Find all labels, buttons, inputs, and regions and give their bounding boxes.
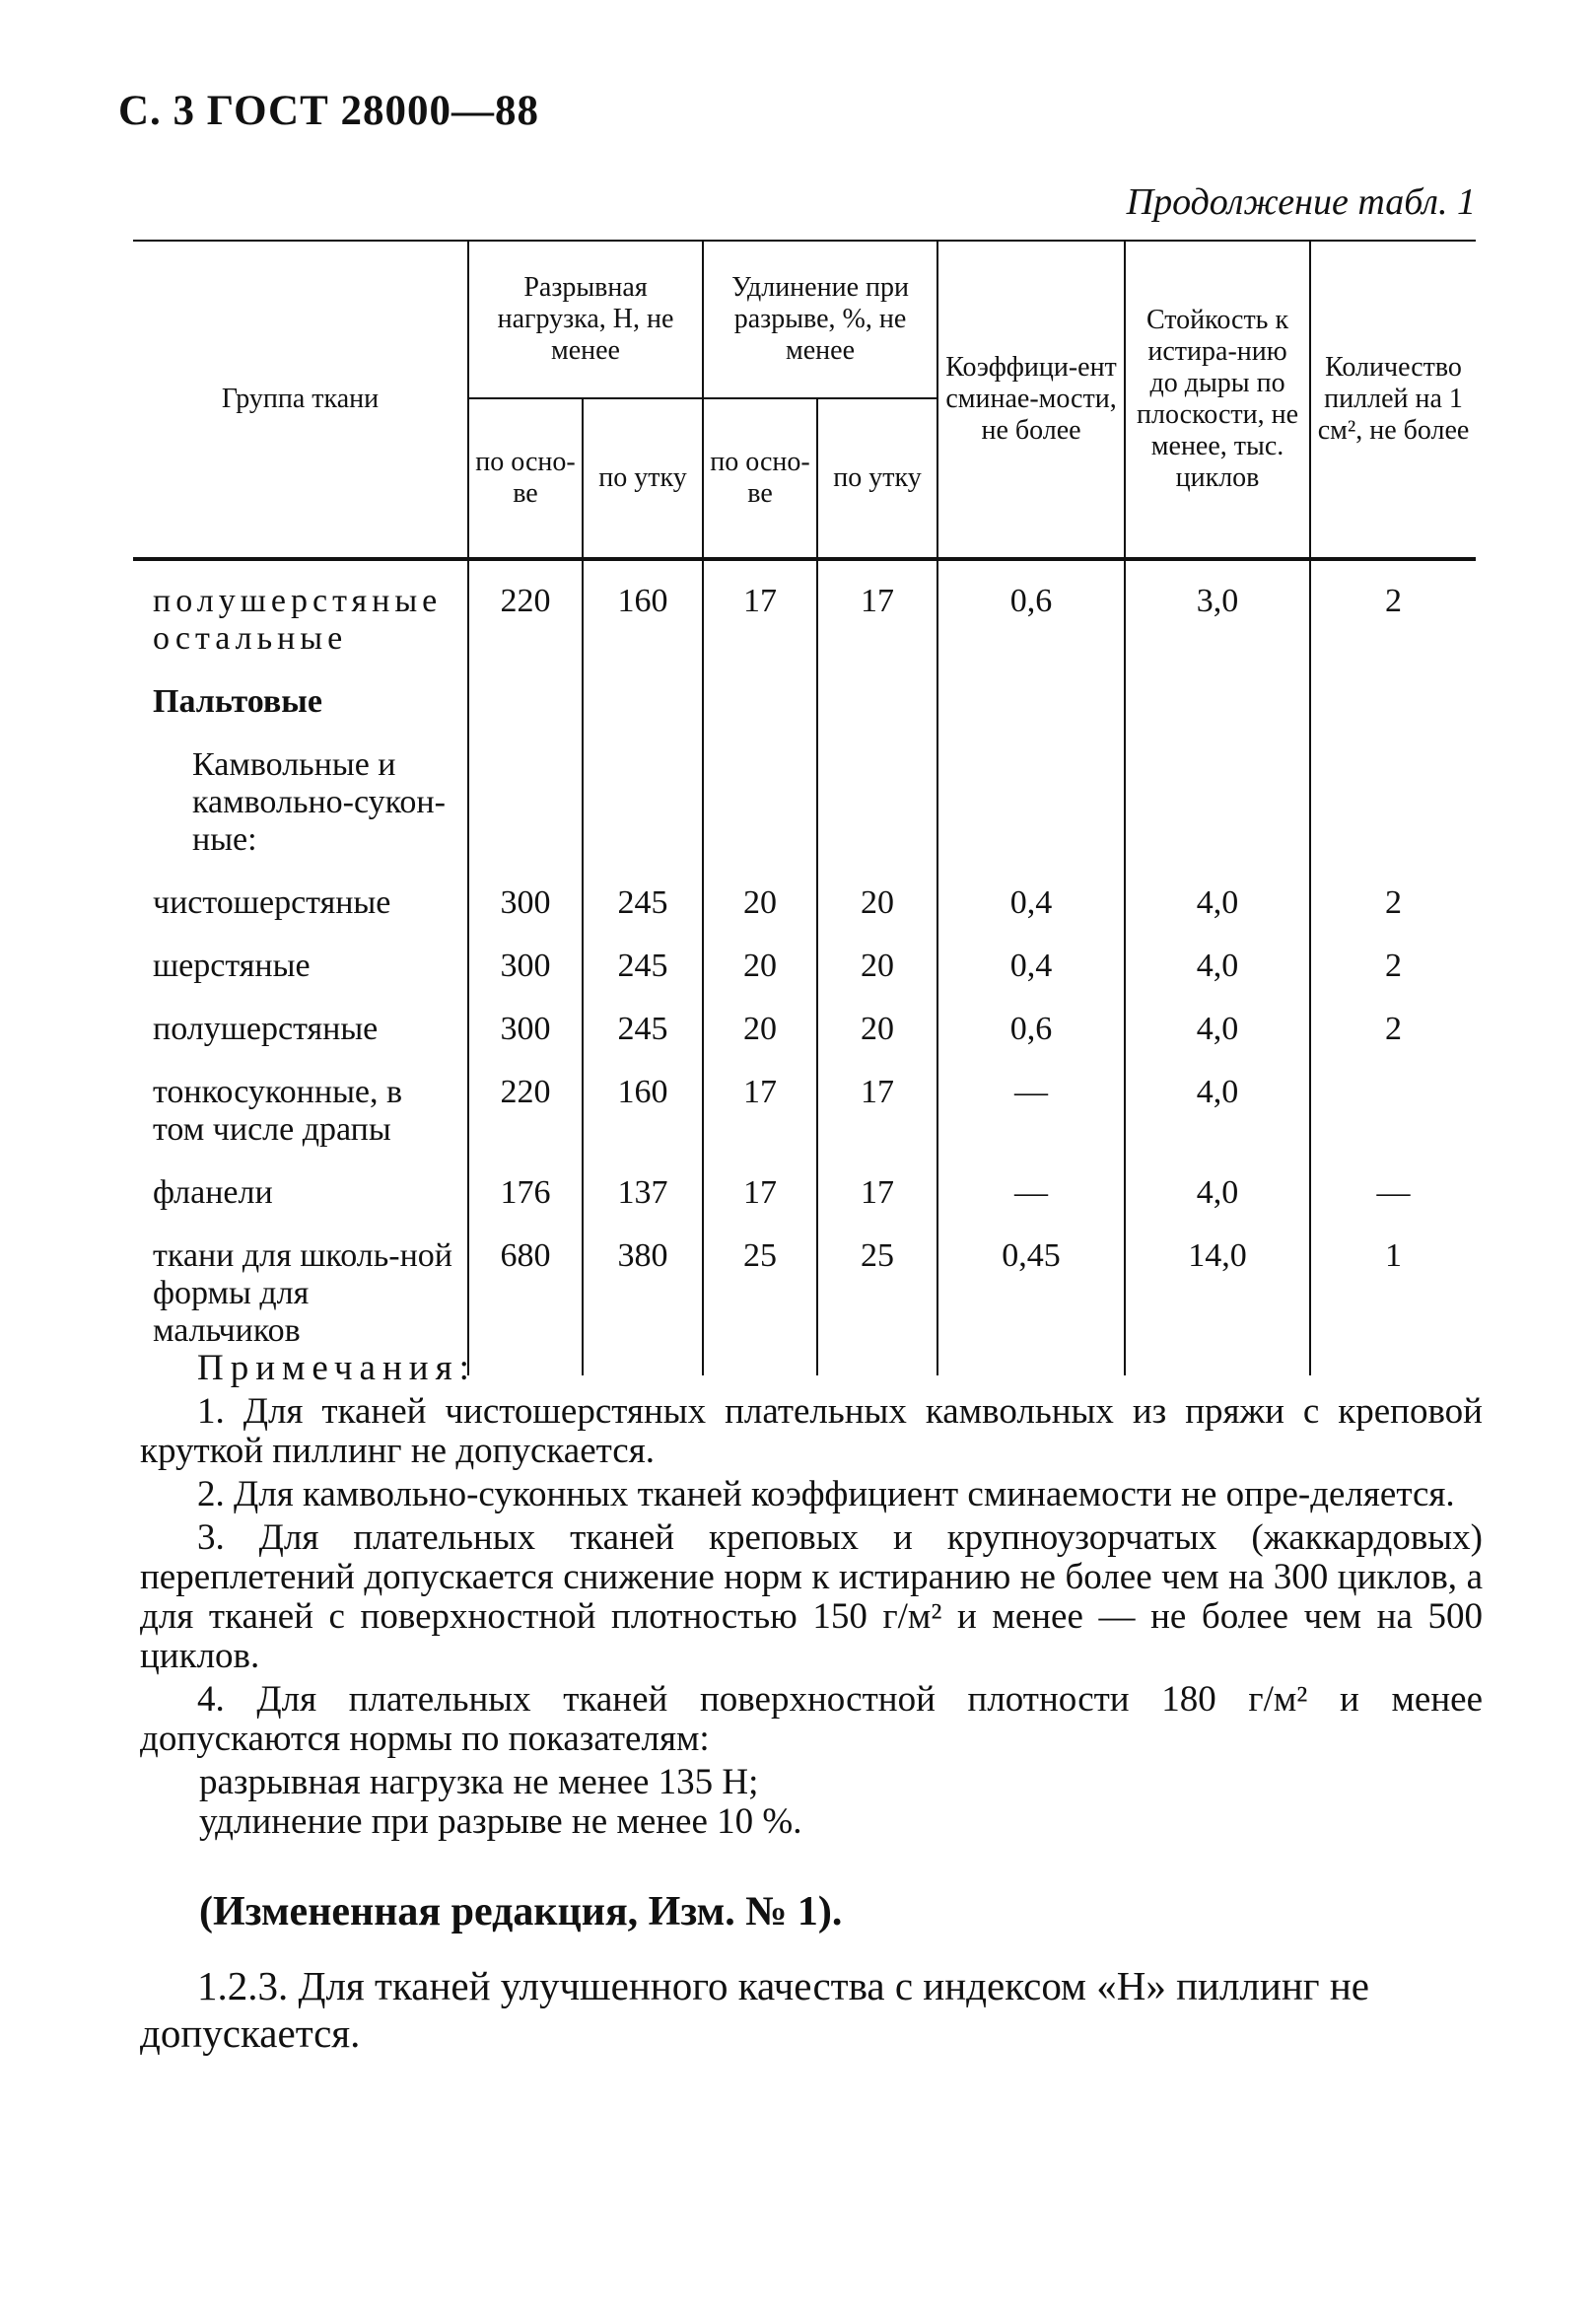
table-row bbox=[133, 1174, 1476, 1237]
table-row bbox=[133, 746, 1476, 884]
cell-value: 17 bbox=[703, 1174, 817, 1237]
cell-value: 2 bbox=[1310, 1011, 1476, 1074]
table-row bbox=[133, 1074, 1476, 1174]
page-header: С. 3 ГОСТ 28000—88 bbox=[118, 88, 540, 134]
cell-value: 3,0 bbox=[1125, 559, 1310, 683]
cell-value: 17 bbox=[703, 1074, 817, 1174]
col-header-crease-coef: Коэффици-ент сминае-мости, не более bbox=[937, 241, 1125, 559]
table-row bbox=[133, 1011, 1476, 1074]
cell-value: 220 bbox=[468, 1074, 583, 1174]
row-name: тонкосуконные, в том числе драпы bbox=[153, 1074, 403, 1148]
cell-value: 0,45 bbox=[937, 1237, 1125, 1375]
table-row bbox=[133, 948, 1476, 1011]
cell-value: 25 bbox=[817, 1237, 937, 1375]
cell-value: 300 bbox=[468, 884, 583, 948]
cell-value: 220 bbox=[468, 559, 583, 683]
note-4-item-elongation: удлинение при разрыве не менее 10 %. bbox=[199, 1801, 802, 1842]
cell-value: 160 bbox=[583, 1074, 703, 1174]
col-header-group: Группа ткани bbox=[133, 241, 468, 559]
cell-value: — bbox=[1310, 1174, 1476, 1237]
note-4-item-load: разрывная нагрузка не менее 135 Н; bbox=[199, 1762, 759, 1802]
cell-value: 14,0 bbox=[1125, 1237, 1310, 1375]
cell-value: 176 bbox=[468, 1174, 583, 1237]
note-1: 1. Для тканей чистошерстяных плательных камвольных из пряжи с креповой круткой пиллинг не допускается. bbox=[140, 1391, 1483, 1471]
subheader-weft: по утку bbox=[583, 398, 703, 559]
row-name: шерстяные bbox=[153, 948, 311, 984]
cell-value: 680 bbox=[468, 1237, 583, 1375]
cell-value bbox=[1310, 1074, 1476, 1174]
subsection-heading: Камвольные и камвольно-сукон-ные: bbox=[192, 746, 446, 858]
col-header-breaking-load: Разрывная нагрузка, Н, не менее bbox=[468, 241, 703, 398]
cell-value: 17 bbox=[703, 559, 817, 683]
cell-value: 20 bbox=[703, 1011, 817, 1074]
cell-value: 4,0 bbox=[1125, 1074, 1310, 1174]
cell-value: 160 bbox=[583, 559, 703, 683]
cell-value: 2 bbox=[1310, 559, 1476, 683]
cell-value: 25 bbox=[703, 1237, 817, 1375]
table-row bbox=[133, 559, 1476, 683]
notes-section bbox=[140, 1349, 1483, 1842]
cell-value: 300 bbox=[468, 1011, 583, 1074]
cell-value: 380 bbox=[583, 1237, 703, 1375]
clause-1-2-3: 1.2.3. Для тканей улучшенного качества с индексом «Н» пиллинг не допускается. bbox=[140, 1963, 1369, 2056]
cell-value: 2 bbox=[1310, 884, 1476, 948]
table-continuation-label: Продолжение табл. 1 bbox=[1126, 181, 1476, 223]
cell-value: 20 bbox=[817, 884, 937, 948]
row-name: чистошерстяные bbox=[153, 884, 391, 921]
subheader-warp: по осно-ве bbox=[703, 398, 817, 559]
cell-value: 137 bbox=[583, 1174, 703, 1237]
cell-value: 1 bbox=[1310, 1237, 1476, 1375]
cell-value: 4,0 bbox=[1125, 1011, 1310, 1074]
col-header-pills: Количество пиллей на 1 см², не более bbox=[1310, 241, 1476, 559]
cell-value: 17 bbox=[817, 1174, 937, 1237]
section-heading: Пальтовые bbox=[153, 683, 322, 720]
cell-value: 0,6 bbox=[937, 1011, 1125, 1074]
cell-value: 20 bbox=[817, 948, 937, 1011]
subheader-weft: по утку bbox=[817, 398, 937, 559]
row-name: полушерстяные bbox=[153, 1011, 379, 1047]
cell-value: 0,6 bbox=[937, 559, 1125, 683]
cell-value: 4,0 bbox=[1125, 1174, 1310, 1237]
col-header-elongation: Удлинение при разрыве, %, не менее bbox=[703, 241, 937, 398]
cell-value: 4,0 bbox=[1125, 884, 1310, 948]
subheader-warp: по осно-ве bbox=[468, 398, 583, 559]
cell-value: 245 bbox=[583, 948, 703, 1011]
cell-value: 2 bbox=[1310, 948, 1476, 1011]
cell-value: 20 bbox=[817, 1011, 937, 1074]
row-name: полушерстяные остальные bbox=[153, 583, 443, 657]
cell-value: 0,4 bbox=[937, 948, 1125, 1011]
cell-value: 20 bbox=[703, 884, 817, 948]
notes-title: Примечания: bbox=[197, 1348, 476, 1388]
cell-value: — bbox=[937, 1174, 1125, 1237]
amendment-note: (Измененная редакция, Изм. № 1). bbox=[199, 1889, 843, 1934]
row-name: ткани для школь-ной формы для мальчиков bbox=[153, 1237, 452, 1349]
cell-value: 245 bbox=[583, 884, 703, 948]
cell-value: — bbox=[937, 1074, 1125, 1174]
note-4: 4. Для плательных тканей поверхностной плотности 180 г/м² и менее допускаются нормы по показателям: bbox=[140, 1679, 1483, 1759]
fabric-requirements-table bbox=[133, 240, 1476, 1375]
table-row bbox=[133, 683, 1476, 746]
cell-value: 17 bbox=[817, 559, 937, 683]
cell-value: 17 bbox=[817, 1074, 937, 1174]
cell-value: 300 bbox=[468, 948, 583, 1011]
note-3: 3. Для плательных тканей креповых и крупноузорчатых (жаккардовых) переплетений допускается снижение норм к истиранию не более чем на 300 циклов, а для тканей с поверхностной плотностью 150 г/м² и менее — не более чем на 500 циклов. bbox=[140, 1517, 1483, 1676]
table-row bbox=[133, 884, 1476, 948]
note-2: 2. Для камвольно-суконных тканей коэффициент сминаемости не опре-деляется. bbox=[197, 1474, 1455, 1514]
col-header-abrasion: Стойкость к истира-нию до дыры по плоскости, не менее, тыс. циклов bbox=[1125, 241, 1310, 559]
cell-value: 0,4 bbox=[937, 884, 1125, 948]
cell-value: 4,0 bbox=[1125, 948, 1310, 1011]
cell-value: 20 bbox=[703, 948, 817, 1011]
row-name: фланели bbox=[153, 1174, 273, 1211]
cell-value: 245 bbox=[583, 1011, 703, 1074]
